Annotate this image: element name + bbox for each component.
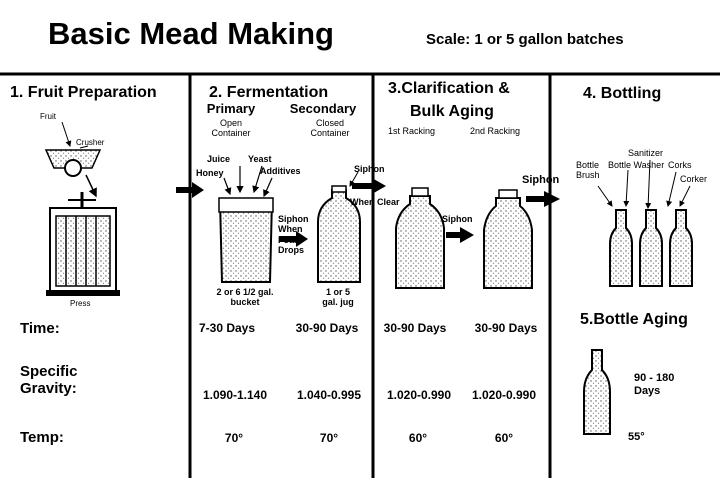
aging-days-label: 90 - 180 Days bbox=[634, 372, 675, 397]
first-racking-label: 1st Racking bbox=[388, 126, 436, 136]
arrow-to-bottling bbox=[526, 191, 560, 207]
crusher-icon bbox=[46, 122, 100, 196]
primary-heading: Primary bbox=[206, 101, 256, 116]
crusher-label: Crusher bbox=[76, 138, 105, 147]
yeast-label: Yeast bbox=[248, 154, 272, 164]
primary-vessel-label: 2 or 6 1/2 gal. bucket bbox=[216, 287, 274, 308]
press-label: Press bbox=[70, 299, 91, 308]
section-bottle-aging: 5.Bottle Aging bbox=[580, 311, 688, 328]
second-racking-label: 2nd Racking bbox=[470, 126, 521, 136]
siphon-clear-label: Siphon bbox=[354, 164, 385, 174]
honey-label: Honey bbox=[196, 168, 224, 178]
stage-gravity-value: 1.040-0.995 bbox=[296, 388, 362, 402]
bottle-icon-3 bbox=[670, 210, 692, 286]
stage-gravity-value: 1.090-1.140 bbox=[202, 388, 268, 402]
stage-time-value: 30-90 Days bbox=[295, 321, 359, 335]
aging-temp-label: 55° bbox=[628, 431, 645, 443]
stage-gravity-value: 1.020-0.990 bbox=[386, 388, 452, 402]
arrow-siphon-rack bbox=[446, 227, 474, 243]
secondary-note: Closed Container bbox=[310, 118, 350, 139]
corker-label: Corker bbox=[680, 174, 708, 184]
siphon-bottling-label: Siphon bbox=[522, 174, 560, 186]
stage-temp-value: 70° bbox=[224, 431, 244, 445]
press-icon bbox=[46, 192, 120, 296]
fruit-label: Fruit bbox=[40, 112, 56, 121]
time-row-label: Time: bbox=[20, 320, 60, 337]
additives-label: Additives bbox=[260, 166, 301, 176]
secondary-vessel-label: 1 or 5 gal. jug bbox=[322, 287, 354, 308]
corks-label: Corks bbox=[668, 160, 692, 170]
first-racking-carboy-icon bbox=[396, 188, 444, 288]
bottle-washer-label: Bottle Washer bbox=[608, 160, 665, 170]
juice-label: Juice bbox=[207, 154, 231, 164]
section-clarification: 3.Clarification & bbox=[388, 80, 510, 97]
arrow-siphon-clear bbox=[352, 178, 386, 194]
stage-time-value: 30-90 Days bbox=[474, 321, 538, 335]
stage-temp-value: 70° bbox=[319, 431, 339, 445]
gravity-row-label: Specific Gravity: bbox=[20, 363, 78, 398]
sanitizer-label: Sanitizer bbox=[628, 148, 664, 158]
page-title: Basic Mead Making bbox=[48, 16, 334, 51]
temp-row-label: Temp: bbox=[20, 429, 64, 446]
when-clear-label: When Clear bbox=[350, 197, 400, 207]
section-bulk-aging: Bulk Aging bbox=[410, 103, 494, 120]
section-bottling: 4. Bottling bbox=[583, 85, 662, 102]
bottle-brush-label: Bottle Brush bbox=[576, 160, 600, 181]
stage-time-value: 7-30 Days bbox=[198, 321, 256, 335]
secondary-heading: Secondary bbox=[289, 101, 357, 116]
section-fruit-preparation: 1. Fruit Preparation bbox=[10, 84, 157, 101]
bottle-icon-2 bbox=[640, 210, 662, 286]
primary-note: Open Container bbox=[211, 118, 251, 139]
scale-note: Scale: 1 or 5 gallon batches bbox=[426, 31, 624, 48]
section-fermentation: 2. Fermentation bbox=[209, 84, 329, 101]
second-racking-carboy-icon bbox=[484, 190, 532, 288]
bottle-icon-1 bbox=[610, 210, 632, 286]
aging-bottle-icon bbox=[584, 350, 610, 434]
stage-temp-value: 60° bbox=[408, 431, 428, 445]
stage-gravity-value: 1.020-0.990 bbox=[471, 388, 537, 402]
stage-time-value: 30-90 Days bbox=[383, 321, 447, 335]
stage-temp-value: 60° bbox=[494, 431, 514, 445]
primary-bucket-icon bbox=[219, 198, 273, 282]
siphon-rack-label: Siphon bbox=[442, 214, 473, 224]
siphon-when-foam-label: Siphon When Foam Drops bbox=[278, 214, 309, 256]
